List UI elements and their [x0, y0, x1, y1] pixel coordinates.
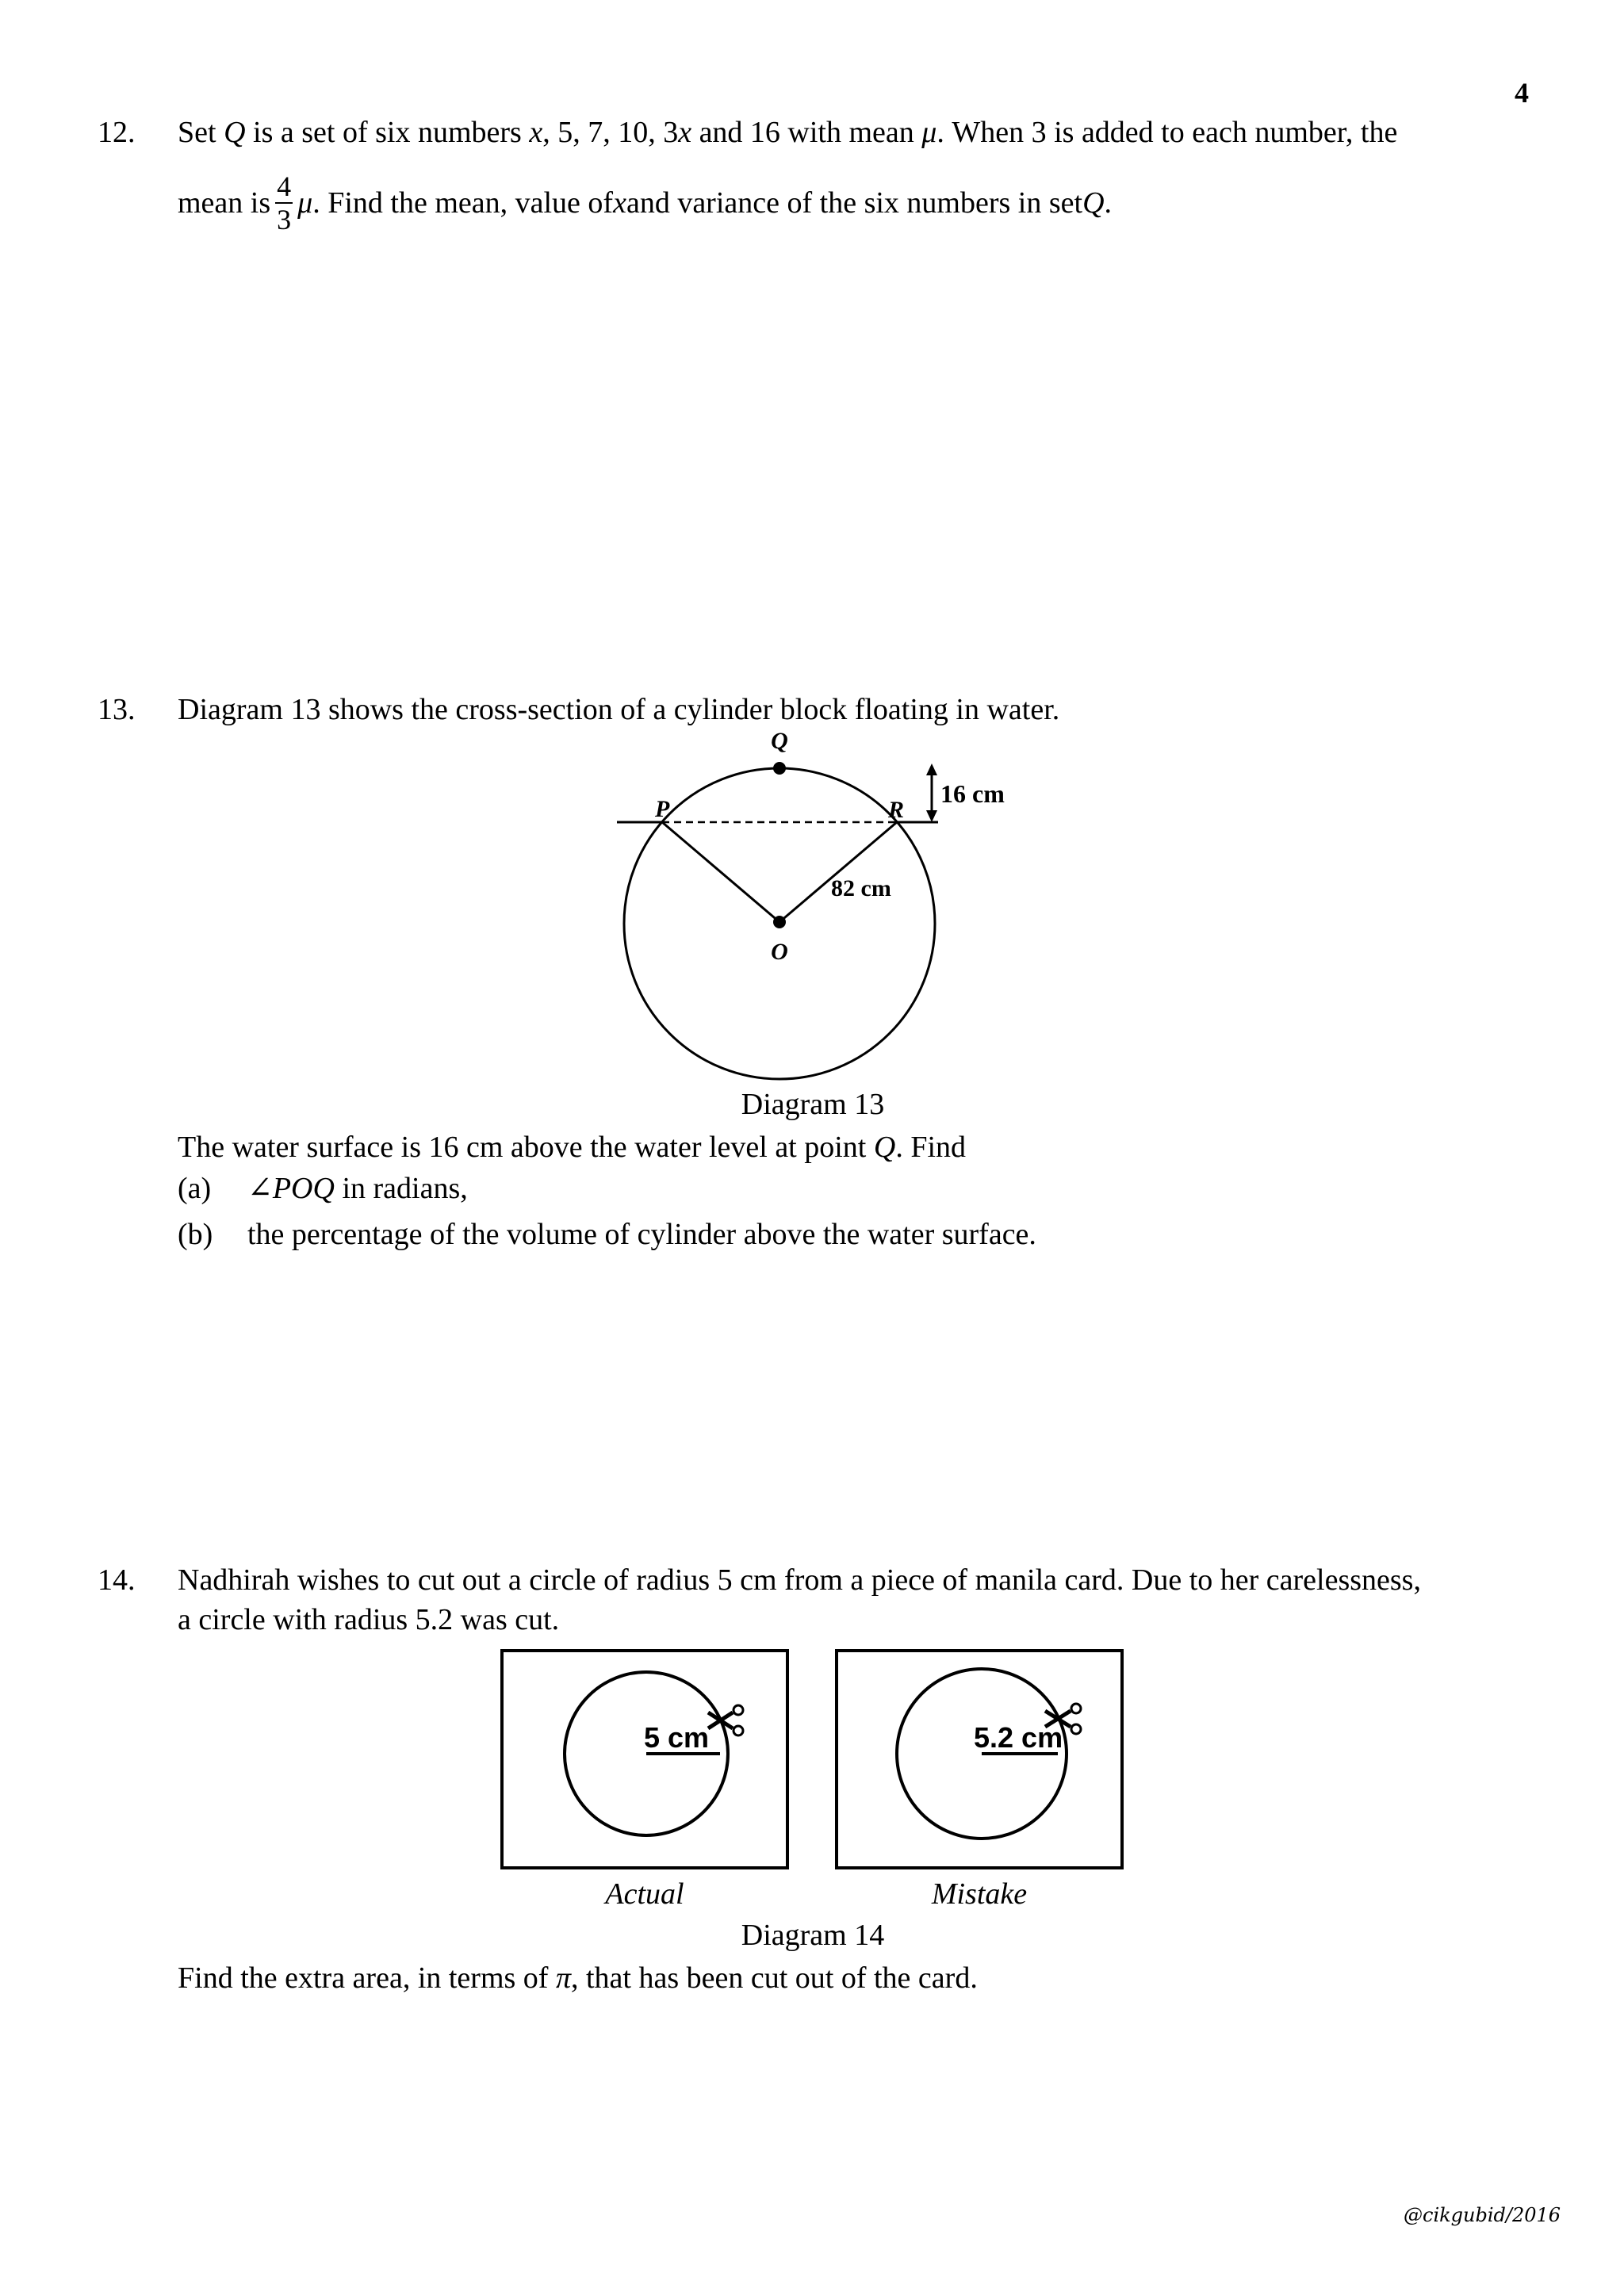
label-r: R: [888, 797, 905, 823]
radius-op: [662, 822, 779, 922]
diagram-14: [492, 1641, 1134, 1879]
question-12-number: 12.: [98, 116, 136, 149]
height-arrow-up: [926, 763, 937, 775]
question-13-number: 13.: [98, 693, 136, 726]
mistake-caption: Mistake: [931, 1877, 1028, 1911]
actual-radius-label: 5 cm: [644, 1721, 710, 1754]
label-o: O: [771, 939, 788, 965]
mistake-radius-label: 5.2 cm: [974, 1721, 1063, 1754]
question-13-part-b-label: (b): [178, 1218, 213, 1251]
question-14-line-2: a circle with radius 5.2 was cut.: [178, 1603, 560, 1636]
point-q: [773, 762, 786, 775]
question-14-final: Find the extra area, in terms of π, that has been cut out of the card.: [178, 1961, 978, 1995]
label-16cm: 16 cm: [940, 779, 1005, 808]
fraction-four-thirds: $\frac{4}{3}$: [277, 170, 292, 235]
question-12-line-2: mean is $\frac{4}{3}$ μ . Find the mean, value of x and variance of the six numbers in set Q .: [178, 170, 1113, 235]
question-13-intro: Diagram 13 shows the cross-section of a cylinder block floating in water.: [178, 693, 1060, 726]
footer-credit: @cikgubid/2016: [1404, 2204, 1561, 2226]
diagram-14-caption: Diagram 14: [741, 1919, 885, 1952]
question-12-line-1: Set Q is a set of six numbers x, 5, 7, 10, 3x and 16 with mean μ. When 3 is added to each number, the: [178, 116, 1398, 149]
page-number: 4: [1515, 77, 1529, 109]
question-14-number: 14.: [98, 1563, 136, 1597]
question-13-text: The water surface is 16 cm above the water level at point Q. Find: [178, 1131, 967, 1164]
mistake-card: [837, 1651, 1122, 1868]
actual-caption: Actual: [605, 1877, 684, 1911]
diagram-13: [603, 721, 1031, 1102]
question-13-part-a: ∠POQ in radians,: [247, 1172, 468, 1205]
point-o: [773, 916, 786, 928]
label-82cm: 82 cm: [831, 875, 891, 901]
label-p: P: [655, 796, 670, 822]
diagram-13-caption: Diagram 13: [741, 1088, 885, 1121]
question-13-part-b: the percentage of the volume of cylinder above the water surface.: [247, 1218, 1036, 1251]
label-q: Q: [771, 728, 788, 754]
question-14-line-1: Nadhirah wishes to cut out a circle of radius 5 cm from a piece of manila card. Due to her carelessness,: [178, 1563, 1421, 1597]
height-arrow-down: [926, 810, 937, 822]
radius-or: [779, 822, 897, 922]
question-13-part-a-label: (a): [178, 1172, 212, 1205]
